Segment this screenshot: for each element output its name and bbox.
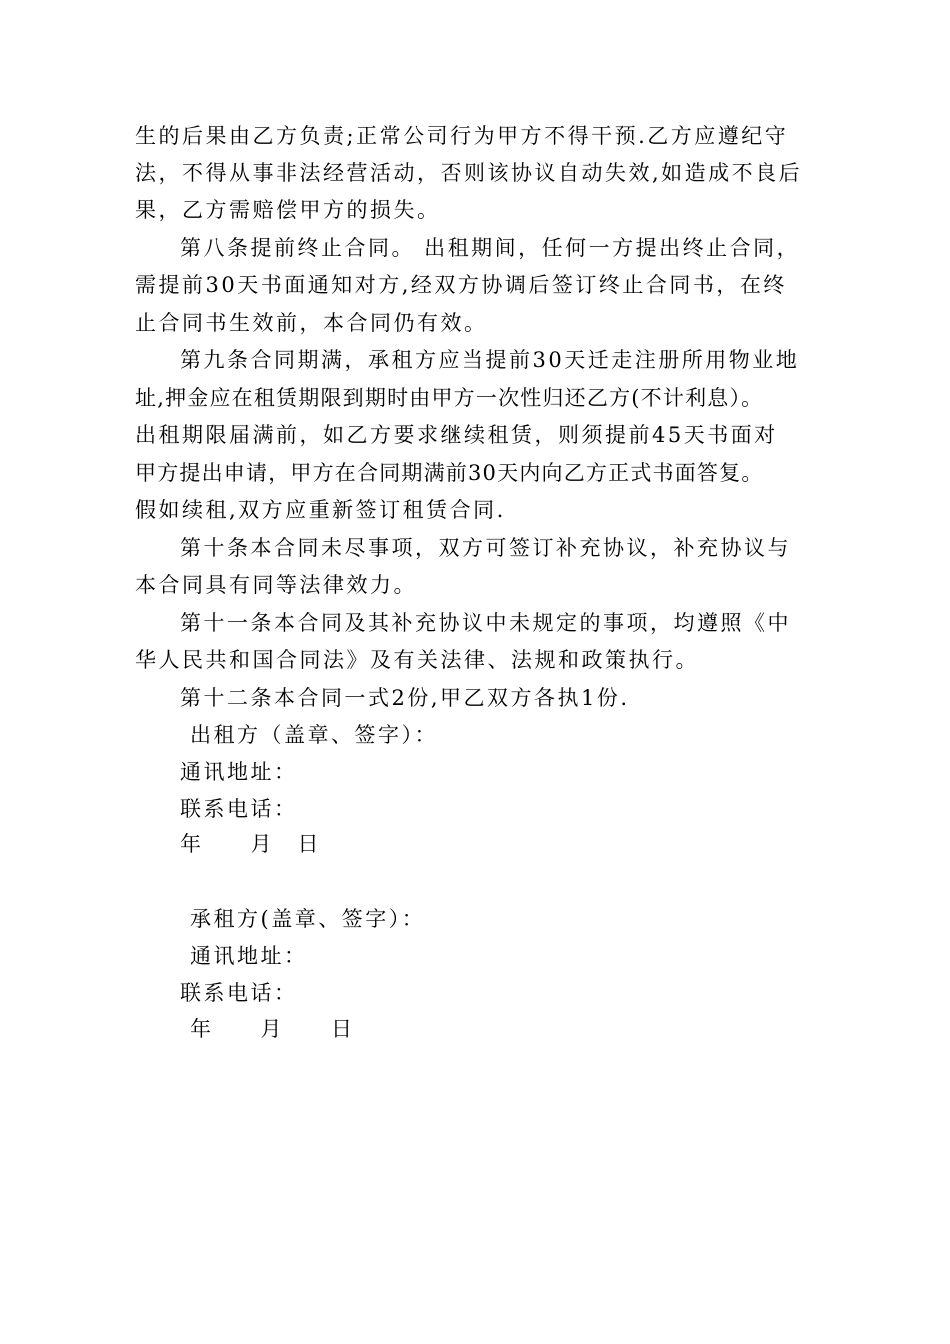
article-8-line-3: 止合同书生效前，本合同仍有效。: [135, 311, 488, 335]
article-10-line-2: 本合同具有同等法律效力。: [135, 573, 417, 597]
article-9-line-4: 甲方提出申请，甲方在合同期满前30天内向乙方正式书面答复。: [135, 461, 764, 485]
article-12: 第十二条本合同一式2份,甲乙双方各执1份.: [180, 686, 630, 710]
lessee-date-line: 年 月 日: [190, 1017, 355, 1041]
lessor-date-line: 年 月 日: [180, 832, 321, 856]
article-7-line-1: 生的后果由乙方负责;正常公司行为甲方不得干预.乙方应遵纪守: [135, 124, 789, 148]
article-8-line-2: 需提前30天书面通知对方,经双方协调后签订终止合同书，在终: [135, 273, 787, 297]
article-7-line-3: 果，乙方需赔偿甲方的损失。: [135, 198, 441, 222]
article-8-line-1: 第八条提前终止合同。 出租期间，任何一方提出终止合同，: [180, 236, 801, 260]
lessee-seal-label: 承租方(盖章、签字）：: [190, 907, 426, 931]
lessor-phone-label: 联系电话：: [180, 797, 298, 821]
article-10-line-1: 第十条本合同未尽事项，双方可签订补充协议，补充协议与: [180, 536, 791, 560]
article-7-line-2: 法，不得从事非法经营活动，否则该协议自动失效,如造成不良后: [135, 161, 803, 185]
article-9-line-5: 假如续租,双方应重新签订租赁合同.: [135, 498, 506, 522]
lessor-address-label: 通讯地址：: [180, 760, 298, 784]
article-11-line-1: 第十一条本合同及其补充协议中未规定的事项，均遵照《中: [180, 611, 791, 635]
article-9-line-3: 出租期限届满前，如乙方要求继续租赁，则须提前45天书面对: [135, 423, 778, 447]
article-11-line-2: 华人民共和国合同法》及有关法律、法规和政策执行。: [135, 648, 699, 672]
article-9-line-2: 址,押金应在租赁期限到期时由甲方一次性归还乙方(不计利息）。: [135, 386, 764, 410]
lessee-phone-label: 联系电话：: [180, 981, 298, 1005]
lessee-address-label: 通讯地址：: [190, 944, 308, 968]
article-9-line-1: 第九条合同期满，承租方应当提前30天迁走注册所用物业地: [180, 348, 800, 372]
lessor-seal-label: 出租方（盖章、签字）：: [190, 723, 438, 747]
